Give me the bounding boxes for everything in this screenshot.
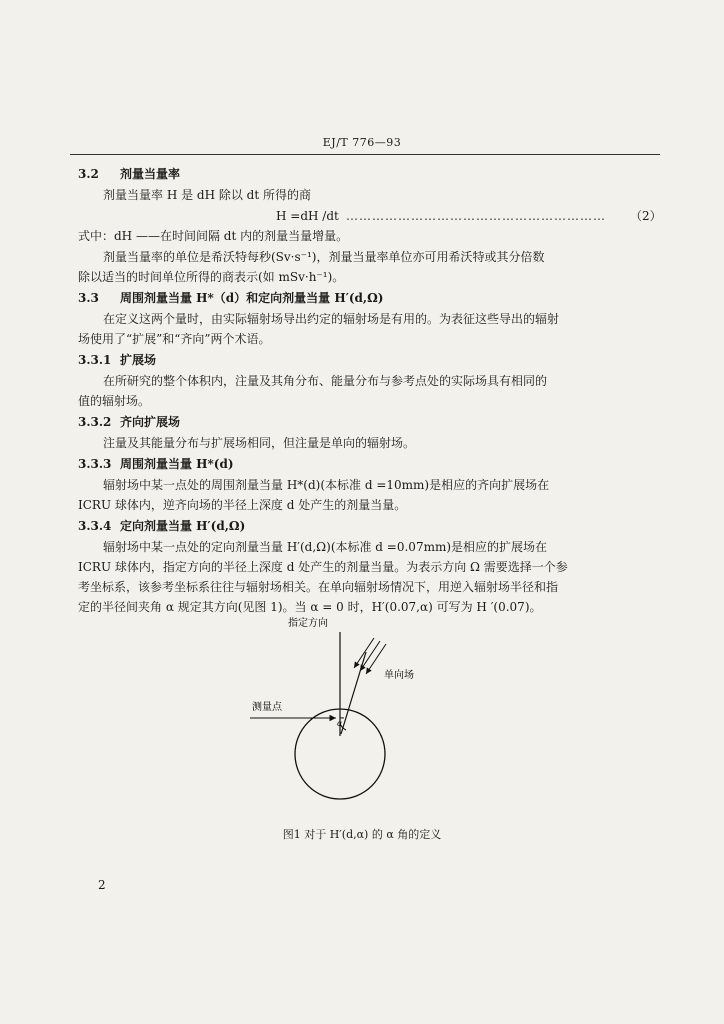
- section-title: 周围剂量当量 H*(d): [120, 457, 234, 471]
- paragraph: 注量及其能量分布与扩展场相同，但注量是单向的辐射场。: [103, 436, 416, 450]
- section-3-3-heading: [78, 289, 658, 307]
- equation-number: （2）: [630, 209, 662, 223]
- leader-dots: ……………………………………………………: [346, 209, 606, 223]
- paragraph: 在定义这两个量时，由实际辐射场导出约定的辐射场是有用的。为表征这些导出的辐射: [103, 312, 560, 326]
- section-number: 3.2: [78, 167, 99, 181]
- paragraph: 辐射场中某一点处的周围剂量当量 H*(d)(本标准 d =10mm)是相应的齐向扩展场在: [103, 478, 550, 492]
- section-title: 齐向扩展场: [120, 415, 181, 429]
- label-specified-direction: 指定方向: [288, 618, 328, 629]
- label-alpha: α: [337, 719, 343, 728]
- label-unidirectional-field: 单向场: [384, 670, 414, 681]
- section-number: 3.3: [78, 291, 99, 305]
- section-number: 3.3.3: [78, 457, 112, 471]
- section-3-2-heading: [78, 165, 658, 183]
- paragraph: ICRU 球体内，逆齐向场的半径上深度 d 处产生的剂量当量。: [78, 498, 407, 512]
- figure-caption: 图1 对于 H′(d,α) 的 α 角的定义: [282, 828, 442, 841]
- page-header: EJ/T 776—93: [322, 136, 402, 149]
- figure-1-diagram: [240, 606, 440, 802]
- page-number: 2: [98, 878, 106, 892]
- paragraph: 辐射场中某一点处的定向剂量当量 H′(d,Ω)(本标准 d =0.07mm)是相应的扩展场在: [103, 540, 548, 554]
- section-number: 3.3.1: [78, 353, 112, 367]
- label-measurement-point: 测量点: [252, 702, 282, 713]
- unidirectional-field-arrow: [366, 644, 386, 674]
- section-3-3-4-heading: [78, 517, 658, 535]
- section-title: 定向剂量当量 H′(d,Ω): [120, 519, 246, 533]
- paragraph: 在所研究的整个体积内，注量及其角分布、能量分布与参考点处的实际场具有相同的: [103, 374, 548, 388]
- section-title: 剂量当量率: [120, 167, 181, 181]
- section-3-3-3-heading: [78, 455, 658, 473]
- paragraph: ICRU 球体内，指定方向的半径上深度 d 处产生的剂量当量。为表示方向 Ω 需要选择一个参: [78, 560, 568, 574]
- formula: H =dH /dt: [276, 209, 339, 223]
- header-rule: [70, 154, 660, 155]
- paragraph: 值的辐射场。: [78, 394, 151, 408]
- section-3-3-1-heading: [78, 351, 658, 369]
- paragraph: 除以适当的时间单位所得的商表示(如 mSv·h⁻¹)。: [78, 270, 345, 284]
- section-title: 扩展场: [120, 353, 157, 367]
- section-3-3-2-heading: [78, 413, 658, 431]
- paragraph: 剂量当量率的单位是希沃特每秒(Sv·s⁻¹)，剂量当量率单位亦可用希沃特或其分倍数: [103, 250, 545, 264]
- paragraph: 定的半径间夹角 α 规定其方向(见图 1)。当 α = 0 时，H′(0.07,α) 可写为 H ′(0.07)。: [78, 600, 542, 614]
- unidirectional-field-arrow: [354, 638, 374, 668]
- paragraph: 场使用了“扩展”和“齐向”两个术语。: [78, 332, 271, 346]
- paragraph: 式中：dH ——在时间间隔 dt 内的剂量当量增量。: [78, 229, 349, 243]
- section-title: 周围剂量当量 H*（d）和定向剂量当量 H′(d,Ω): [120, 291, 384, 305]
- paragraph: 剂量当量率 H 是 dH 除以 dt 所得的商: [103, 188, 312, 202]
- unidirectional-field-arrow: [360, 641, 380, 671]
- section-number: 3.3.2: [78, 415, 112, 429]
- radius-line: [341, 652, 366, 734]
- section-number: 3.3.4: [78, 519, 112, 533]
- paragraph: 考坐标系，该参考坐标系往往与辐射场相关。在单向辐射场情况下，用逆入辐射场半径和指: [78, 580, 559, 594]
